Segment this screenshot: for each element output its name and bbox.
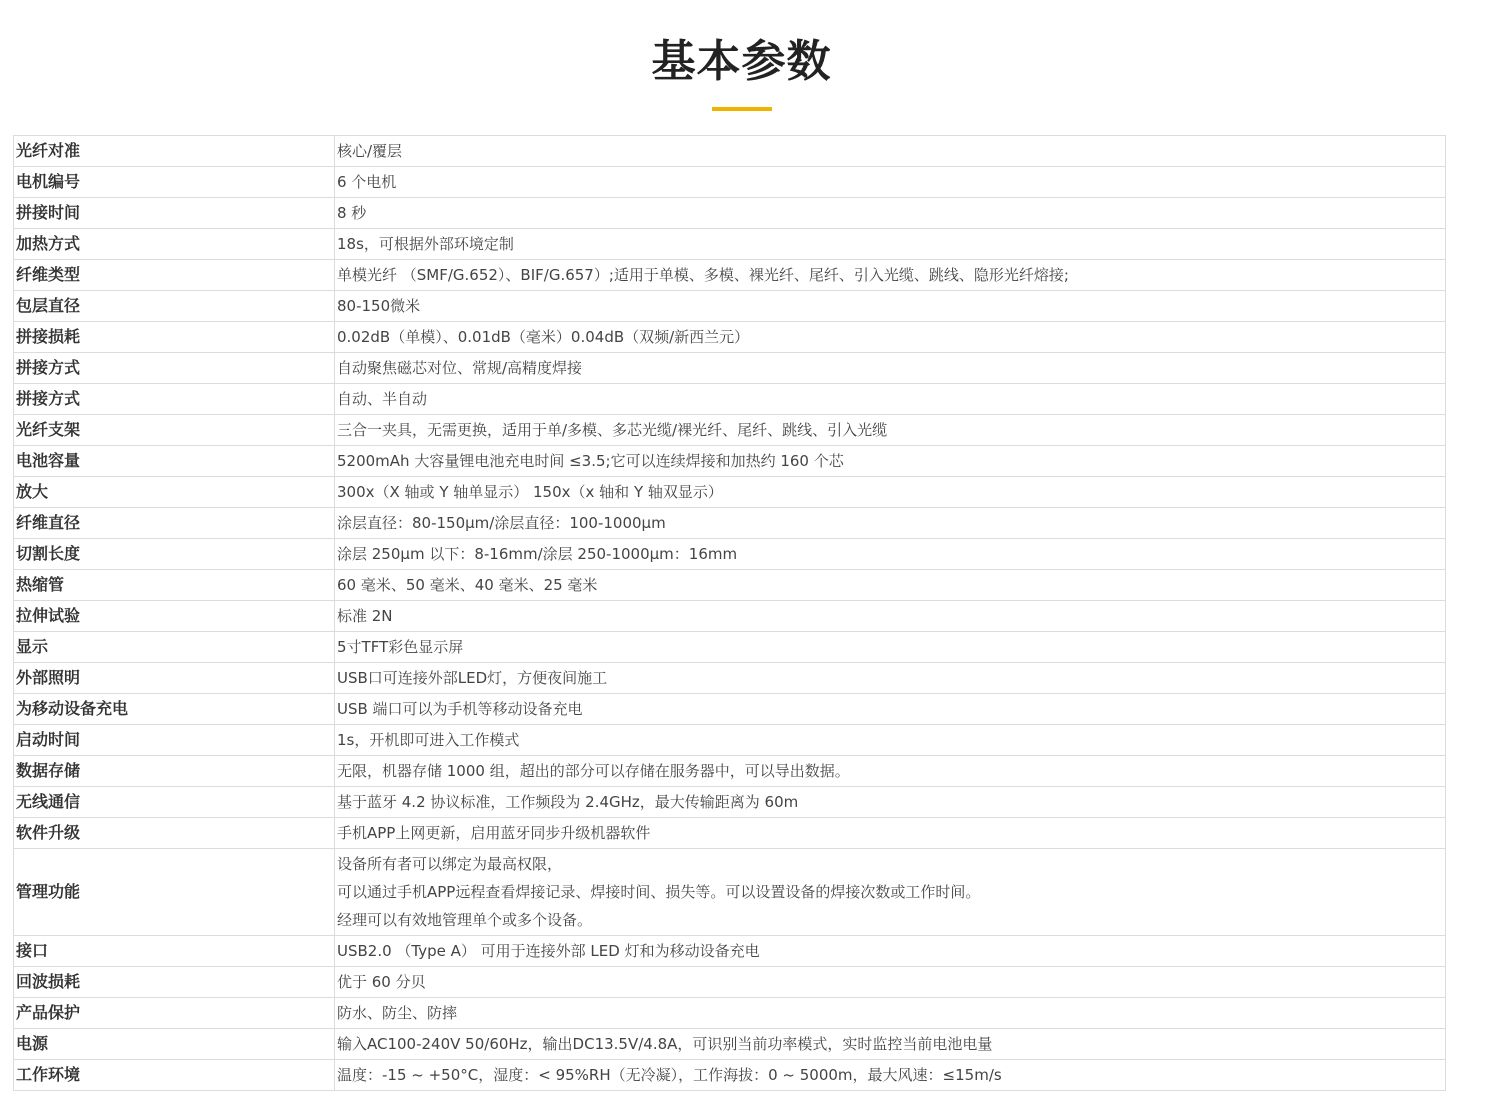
spec-value: USB2.0 （Type A） 可用于连接外部 LED 灯和为移动设备充电 <box>335 936 1446 967</box>
spec-value: 涂层 250μm 以下：8-16mm/涂层 250-1000μm：16mm <box>335 539 1446 570</box>
spec-row <box>14 384 1446 415</box>
spec-row <box>14 725 1446 756</box>
spec-value-line: 经理可以有效地管理单个或多个设备。 <box>337 911 593 929</box>
spec-label: 纤维类型 <box>14 260 335 291</box>
spec-value: 标准 2N <box>335 601 1446 632</box>
spec-value-line: 设备所有者可以绑定为最高权限， <box>337 855 563 873</box>
spec-label: 外部照明 <box>14 663 335 694</box>
spec-label: 切割长度 <box>14 539 335 570</box>
spec-row <box>14 353 1446 384</box>
spec-label: 回波损耗 <box>14 967 335 998</box>
spec-row <box>14 291 1446 322</box>
spec-label: 产品保护 <box>14 998 335 1029</box>
spec-row <box>14 967 1446 998</box>
spec-label: 纤维直径 <box>14 508 335 539</box>
spec-row <box>14 260 1446 291</box>
page-title: 基本参数 <box>651 36 832 87</box>
spec-value: 单模光纤 （SMF/G.652）、BIF/G.657）;适用于单模、多模、裸光纤、尾纤、引入光缆、跳线、隐形光纤熔接; <box>335 260 1446 291</box>
spec-label: 拼接方式 <box>14 384 335 415</box>
spec-table-body <box>14 136 1446 1091</box>
spec-table <box>13 135 1446 1091</box>
spec-label: 管理功能 <box>14 849 335 936</box>
spec-row <box>14 167 1446 198</box>
spec-label: 显示 <box>14 632 335 663</box>
spec-row <box>14 198 1446 229</box>
spec-label: 拉伸试验 <box>14 601 335 632</box>
spec-label: 拼接时间 <box>14 198 335 229</box>
spec-value: 输入AC100-240V 50/60Hz，输出DC13.5V/4.8A，可识别当前功率模式，实时监控当前电池电量 <box>335 1029 1446 1060</box>
spec-value: USB 端口可以为手机等移动设备充电 <box>335 694 1446 725</box>
spec-label: 光纤对准 <box>14 136 335 167</box>
title-underline <box>712 107 772 111</box>
spec-row <box>14 322 1446 353</box>
spec-value: 0.02dB（单模）、0.01dB（毫米）0.04dB（双频/新西兰元） <box>335 322 1446 353</box>
spec-row <box>14 936 1446 967</box>
spec-row <box>14 446 1446 477</box>
spec-row <box>14 415 1446 446</box>
spec-value: USB口可连接外部LED灯，方便夜间施工 <box>335 663 1446 694</box>
spec-row <box>14 818 1446 849</box>
spec-row <box>14 756 1446 787</box>
spec-row <box>14 1060 1446 1091</box>
spec-row <box>14 477 1446 508</box>
spec-value: 1s，开机即可进入工作模式 <box>335 725 1446 756</box>
spec-label: 电池容量 <box>14 446 335 477</box>
spec-label: 启动时间 <box>14 725 335 756</box>
spec-value: 基于蓝牙 4.2 协议标准，工作频段为 2.4GHz，最大传输距离为 60m <box>335 787 1446 818</box>
spec-label: 加热方式 <box>14 229 335 260</box>
spec-value: 自动、半自动 <box>335 384 1446 415</box>
spec-value: 300x（X 轴或 Y 轴单显示） 150x（x 轴和 Y 轴双显示） <box>335 477 1446 508</box>
spec-value: 8 秒 <box>335 198 1446 229</box>
spec-label: 软件升级 <box>14 818 335 849</box>
spec-value: 温度：-15 ~ +50°C，湿度：< 95%RH（无冷凝），工作海拔：0 ~ 5000m，最大风速：≤15m/s <box>335 1060 1446 1091</box>
spec-value: 核心/覆层 <box>335 136 1446 167</box>
spec-value <box>335 849 1446 936</box>
spec-row <box>14 539 1446 570</box>
spec-value: 6 个电机 <box>335 167 1446 198</box>
spec-label: 无线通信 <box>14 787 335 818</box>
spec-row <box>14 632 1446 663</box>
spec-row <box>14 1029 1446 1060</box>
spec-row <box>14 849 1446 936</box>
spec-label: 电机编号 <box>14 167 335 198</box>
spec-value: 涂层直径：80-150μm/涂层直径：100-1000μm <box>335 508 1446 539</box>
spec-label: 电源 <box>14 1029 335 1060</box>
spec-value: 5200mAh 大容量锂电池充电时间 ≤3.5;它可以连续焊接和加热约 160 个芯 <box>335 446 1446 477</box>
spec-row <box>14 787 1446 818</box>
spec-value: 自动聚焦磁芯对位、常规/高精度焊接 <box>335 353 1446 384</box>
spec-label: 数据存储 <box>14 756 335 787</box>
spec-row <box>14 694 1446 725</box>
spec-value: 手机APP上网更新，启用蓝牙同步升级机器软件 <box>335 818 1446 849</box>
spec-value: 80-150微米 <box>335 291 1446 322</box>
spec-row <box>14 570 1446 601</box>
spec-value-line: 可以通过手机APP远程查看焊接记录、焊接时间、损失等。可以设置设备的焊接次数或工作时间。 <box>337 883 981 901</box>
spec-label: 光纤支架 <box>14 415 335 446</box>
spec-row <box>14 508 1446 539</box>
spec-label: 包层直径 <box>14 291 335 322</box>
spec-label: 工作环境 <box>14 1060 335 1091</box>
spec-row <box>14 663 1446 694</box>
spec-label: 热缩管 <box>14 570 335 601</box>
spec-row <box>14 136 1446 167</box>
spec-label: 为移动设备充电 <box>14 694 335 725</box>
spec-label: 接口 <box>14 936 335 967</box>
spec-value: 5寸TFT彩色显示屏 <box>335 632 1446 663</box>
spec-value: 防水、防尘、防摔 <box>335 998 1446 1029</box>
spec-value: 优于 60 分贝 <box>335 967 1446 998</box>
spec-row <box>14 601 1446 632</box>
spec-value: 60 毫米、50 毫米、40 毫米、25 毫米 <box>335 570 1446 601</box>
spec-label: 拼接损耗 <box>14 322 335 353</box>
spec-value: 18s，可根据外部环境定制 <box>335 229 1446 260</box>
spec-row <box>14 229 1446 260</box>
spec-value: 三合一夹具，无需更换，适用于单/多模、多芯光缆/裸光纤、尾纤、跳线、引入光缆 <box>335 415 1446 446</box>
spec-row <box>14 998 1446 1029</box>
spec-label: 拼接方式 <box>14 353 335 384</box>
spec-label: 放大 <box>14 477 335 508</box>
spec-value: 无限，机器存储 1000 组，超出的部分可以存储在服务器中，可以导出数据。 <box>335 756 1446 787</box>
